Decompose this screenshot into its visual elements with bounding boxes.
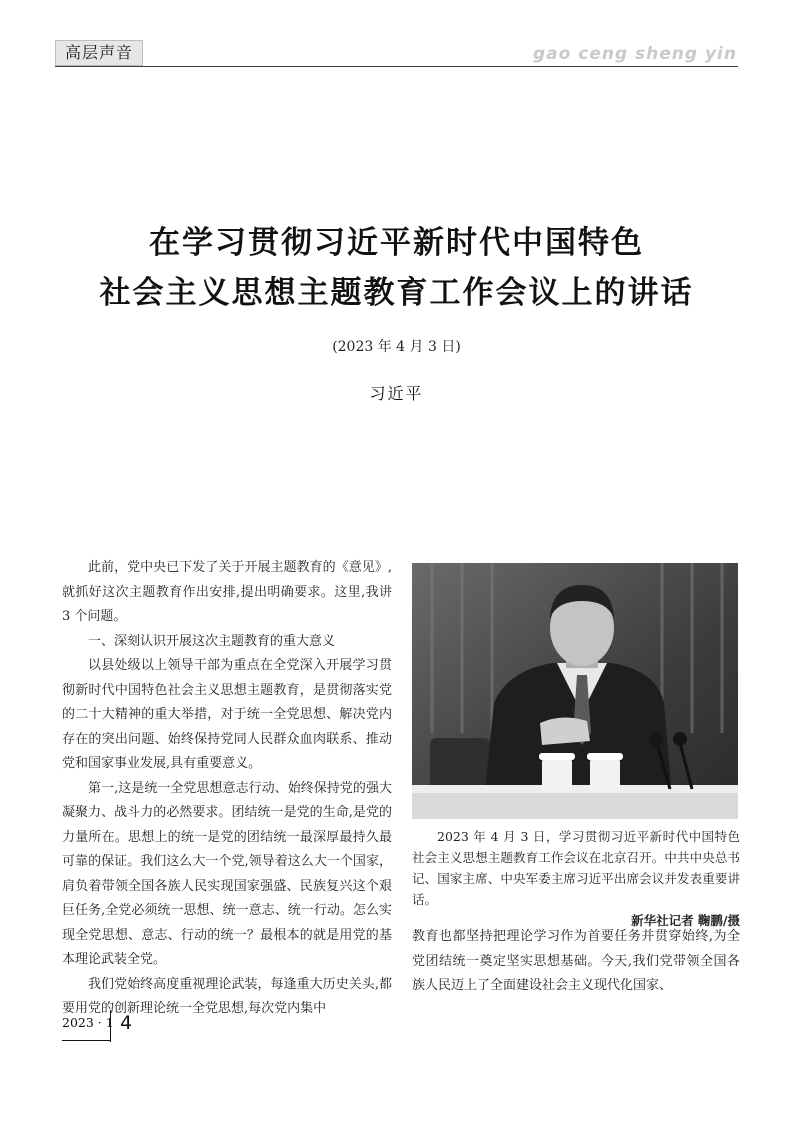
article-date: (2023 年 4 月 3 日)	[332, 339, 461, 355]
left-column	[62, 556, 392, 1022]
paragraph: 第一,这是统一全党思想意志行动、始终保持党的强大凝聚力、战斗力的必然要求。团结统一是党的生命,是党的力量所在。思想上的统一是党的团结统一最深厚最持久最可靠的保证。我们这么大一个党,领导着这么大一个国家，肩负着带领全国各族人民实现国家强盛、民族复兴这个艰巨任务,全党必须统一思想、统一意志、统一行动。怎么实现全党思想、意志、行动的统一？最根本的就是用党的基本理论武装全党。	[62, 780, 392, 967]
article-title	[50, 218, 743, 318]
photo-credit: 新华社记者 鞠鹏/摄	[631, 913, 740, 928]
section-label: 高层声音	[55, 40, 143, 66]
photo-caption	[412, 826, 740, 931]
paragraph: 教育也都坚持把理论学习作为首要任务并贯穿始终,为全党团结统一奠定坚实思想基础。今天,我们党带领全国各族人民迈上了全面建设社会主义现代化国家、	[412, 929, 740, 993]
caption-text: 2023 年 4 月 3 日，学习贯彻习近平新时代中国特色社会主义思想主题教育工作会议在北京召开。中共中央总书记、国家主席、中央军委主席习近平出席会议并发表重要讲话。	[412, 829, 740, 907]
paragraph: 以县处级以上领导干部为重点在全党深入开展学习贯彻新时代中国特色社会主义思想主题教育，是贯彻落实党的二十大精神的重大举措，对于统一全党思想、解决党内存在的突出问题、始终保持党同人民群众血肉联系、推动党和国家事业发展,具有重要意义。	[62, 658, 392, 771]
section-heading: 一、深刻认识开展这次主题教育的重大意义	[88, 633, 336, 649]
title-line-2: 社会主义思想主题教育工作会议上的讲话	[99, 275, 694, 311]
footer-divider	[110, 1010, 111, 1042]
header-divider	[55, 66, 738, 67]
page-number: 4	[120, 1012, 133, 1034]
footer-underline	[62, 1040, 111, 1041]
paragraph: 我们党始终高度重视理论武装，每逢重大历史关头,都要用党的创新理论统一全党思想,每次党内集中	[62, 976, 392, 1016]
section-pinyin: gao ceng sheng yin	[533, 44, 737, 64]
paragraph: 此前，党中央已下发了关于开展主题教育的《意见》,就抓好这次主题教育作出安排,提出明确要求。这里,我讲 3 个问题。	[62, 560, 392, 624]
issue-number: 2023 · 1	[62, 1015, 114, 1030]
title-line-1: 在学习贯彻习近平新时代中国特色	[149, 225, 644, 261]
news-photo	[412, 563, 738, 819]
article-author: 习近平	[369, 384, 424, 403]
right-column	[412, 925, 740, 999]
